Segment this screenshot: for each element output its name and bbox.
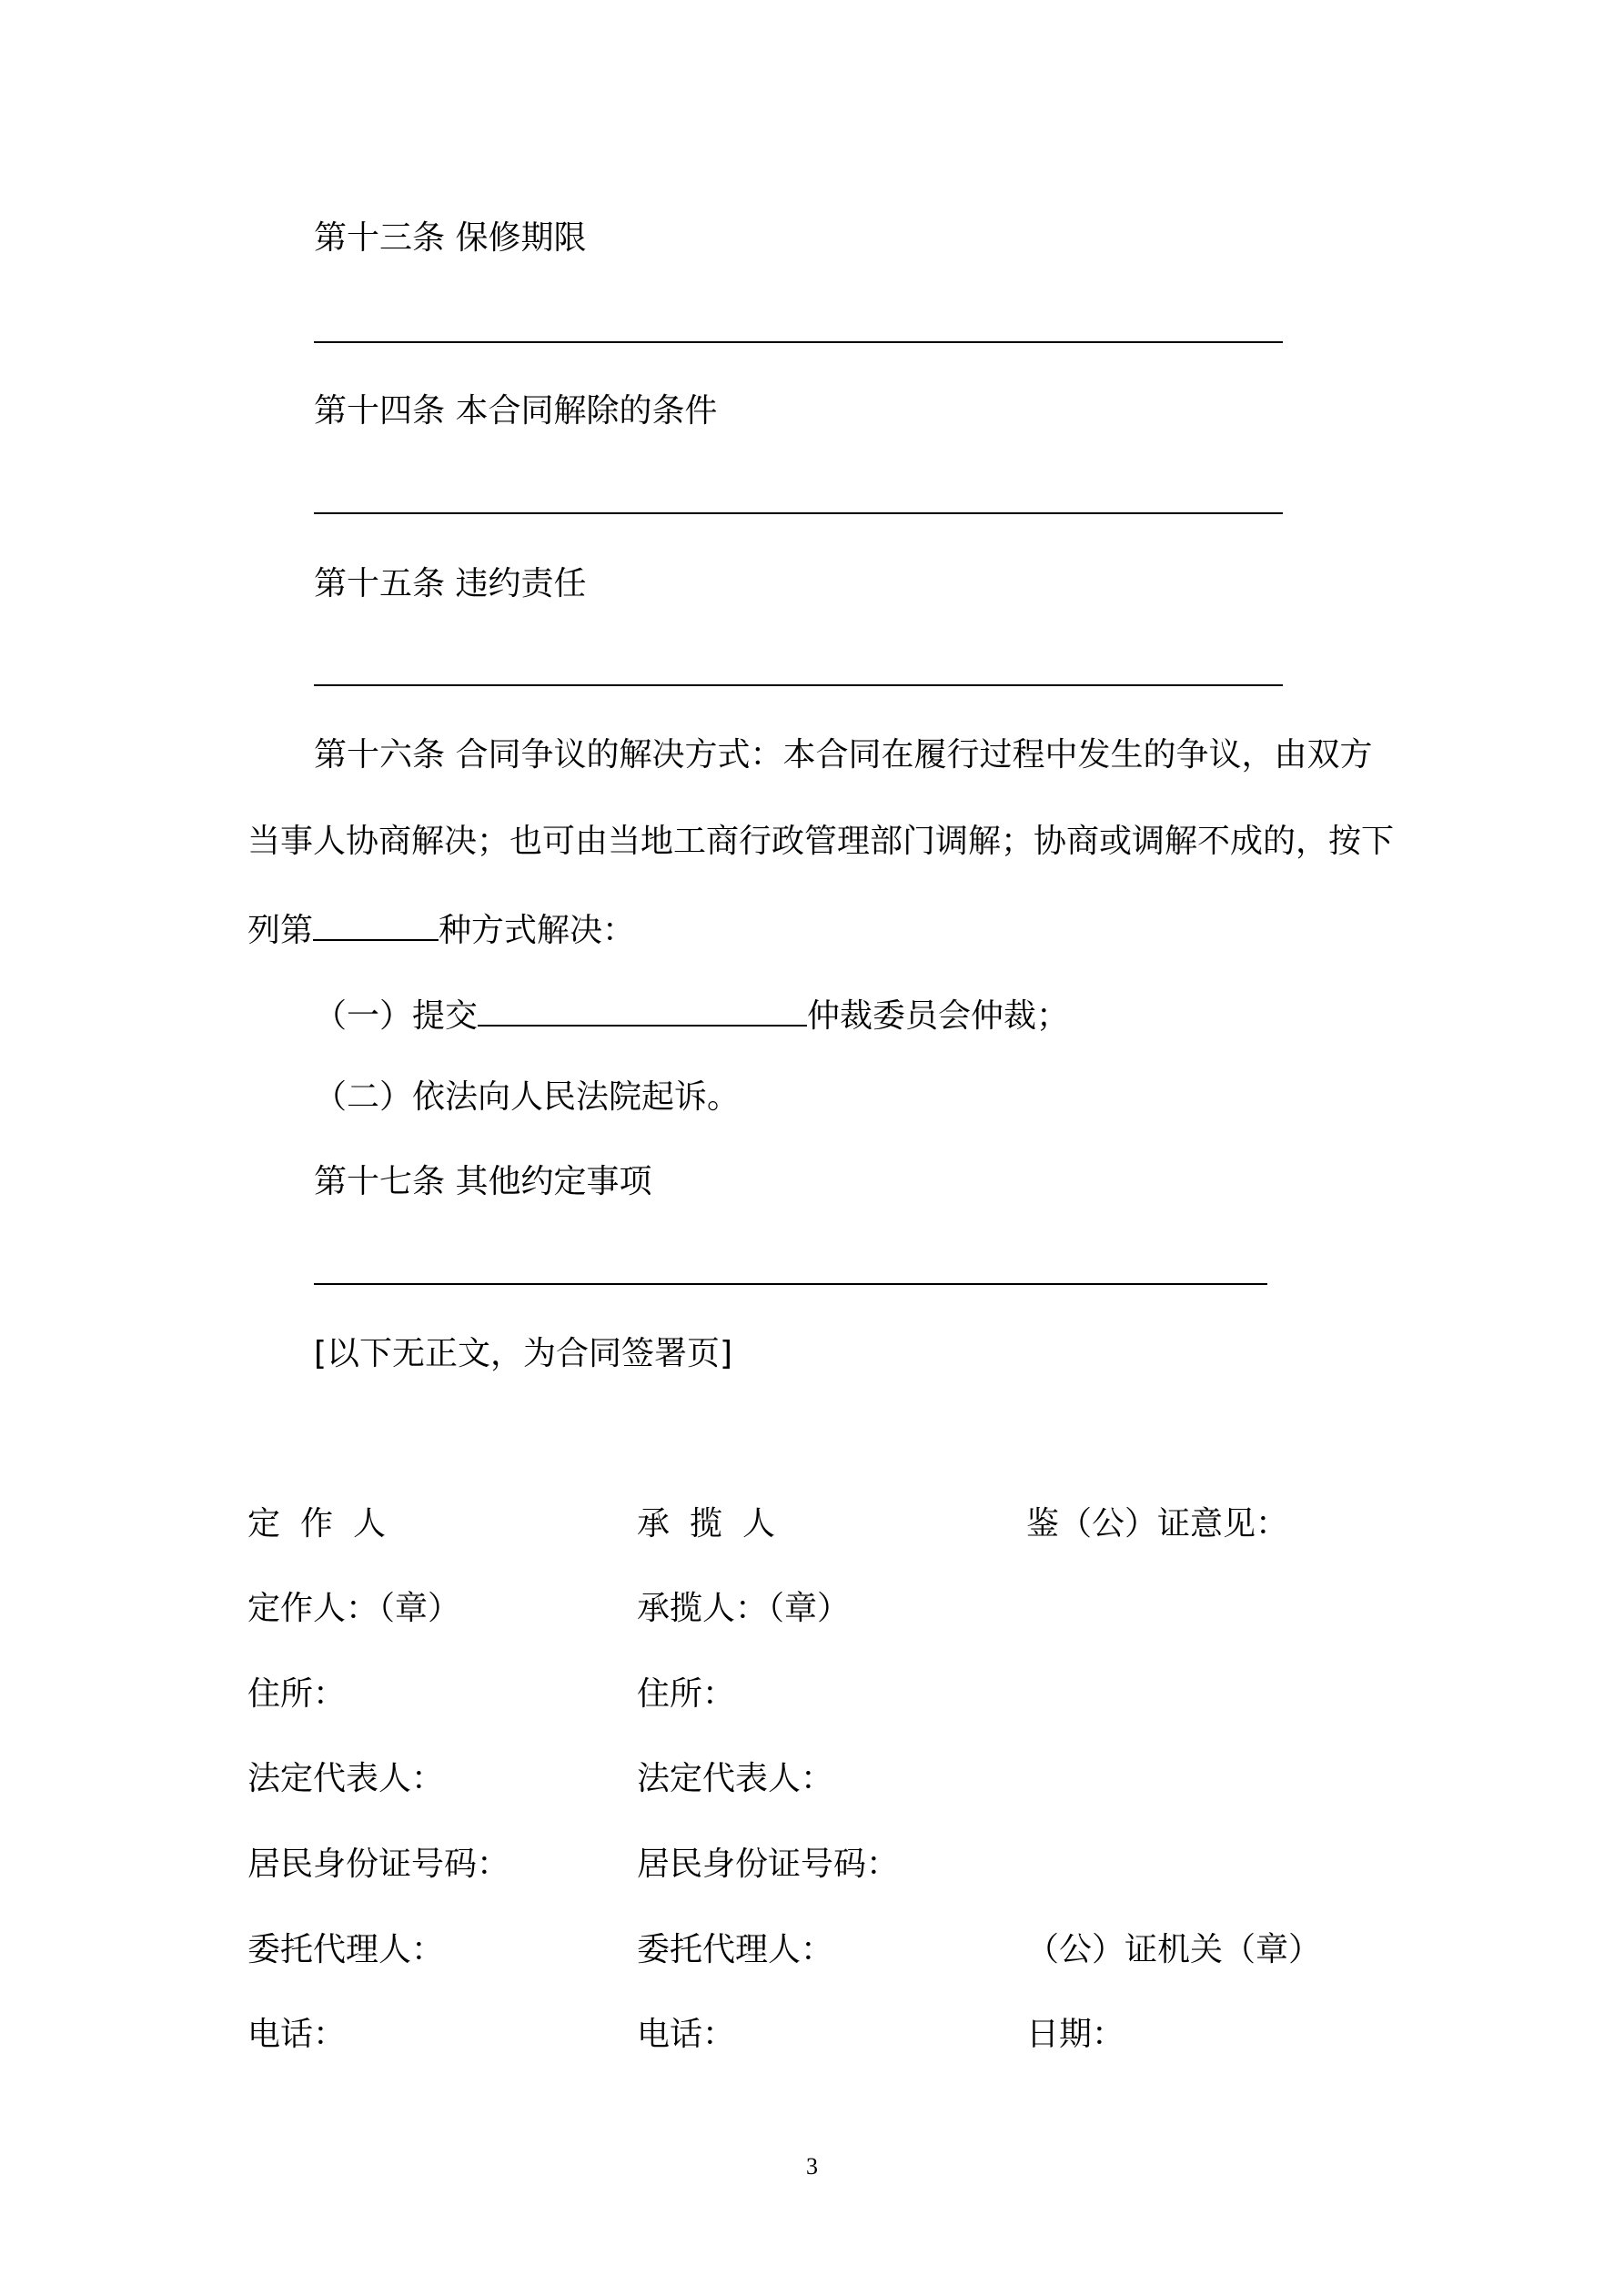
article-15-heading: 第十五条 违约责任 — [314, 565, 587, 602]
notary-opinion-heading: 鉴（公）证意见： — [1026, 1505, 1289, 1542]
article-17-heading: 第十七条 其他约定事项 — [314, 1163, 652, 1200]
page-number: 3 — [806, 2153, 818, 2180]
party-a-agent: 委托代理人： — [247, 1931, 445, 1968]
option-1-suffix: 仲裁委员会仲裁； — [807, 997, 1070, 1035]
article-16-line-3-suffix: 种方式解决： — [439, 912, 636, 949]
party-a-id-number: 居民身份证号码： — [247, 1846, 510, 1883]
party-a-phone: 电话： — [247, 2016, 347, 2053]
option-1 — [314, 992, 1069, 1037]
article-16-line-1: 第十六条 合同争议的解决方式：本合同在履行过程中发生的争议，由双方 — [314, 736, 1373, 774]
party-b-heading: 承揽人 — [637, 1505, 796, 1542]
party-b-phone: 电话： — [637, 2016, 736, 2053]
option-1-prefix: （一）提交 — [314, 997, 479, 1035]
article-13-blank-line — [314, 341, 1283, 343]
article-16-line-2: 当事人协商解决；也可由当地工商行政管理部门调解；协商或调解不成的，按下 — [247, 823, 1395, 860]
party-a-heading: 定作人 — [247, 1505, 407, 1542]
arbitration-committee-blank — [478, 992, 807, 1027]
method-number-blank — [313, 906, 439, 941]
notary-date: 日期： — [1026, 2016, 1125, 2053]
party-b-address: 住所： — [637, 1675, 736, 1713]
article-14-heading: 第十四条 本合同解除的条件 — [314, 392, 718, 430]
article-16-line-3-prefix: 列第 — [247, 912, 314, 949]
end-of-text-note: [以下无正文，为合同签署页] — [314, 1335, 733, 1372]
party-b-id-number: 居民身份证号码： — [637, 1846, 900, 1883]
party-b-agent: 委托代理人： — [637, 1931, 834, 1968]
article-16-line-3 — [247, 906, 635, 951]
option-2: （二）依法向人民法院起诉。 — [314, 1078, 741, 1116]
article-17-blank-line — [314, 1283, 1267, 1285]
article-13-heading: 第十三条 保修期限 — [314, 219, 587, 257]
party-b-legal-rep: 法定代表人： — [637, 1760, 834, 1797]
party-b-seal: 承揽人：（章） — [637, 1590, 851, 1627]
notary-authority-seal: （公）证机关（章） — [1026, 1931, 1322, 1968]
party-a-legal-rep: 法定代表人： — [247, 1760, 445, 1797]
article-14-blank-line — [314, 512, 1283, 514]
article-15-blank-line — [314, 684, 1283, 686]
party-a-seal: 定作人：（章） — [247, 1590, 461, 1627]
party-a-address: 住所： — [247, 1675, 347, 1713]
